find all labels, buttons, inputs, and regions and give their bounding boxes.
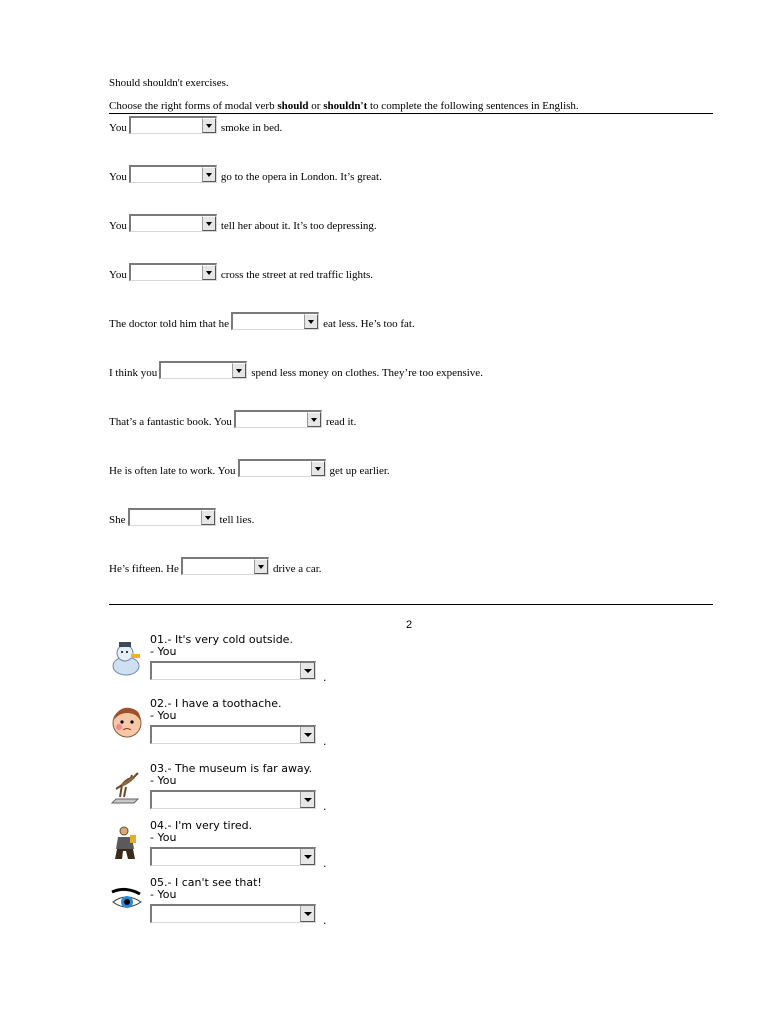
snowman-icon xyxy=(110,640,144,676)
sentence-after: drive a car. xyxy=(272,563,322,575)
sentence-after: eat less. He’s too fat. xyxy=(323,318,415,330)
answer-select[interactable] xyxy=(150,790,316,809)
chevron-down-icon[interactable] xyxy=(311,461,325,476)
sentence-after: go to the opera in London. It’s great. xyxy=(220,171,382,183)
answer-select[interactable] xyxy=(181,557,269,575)
question-you: - You xyxy=(150,709,177,722)
sentence-before: I think you xyxy=(109,367,158,379)
question-prompt: 05.- I can't see that! xyxy=(150,876,262,889)
sentence-after: tell lies. xyxy=(219,514,255,526)
sentence-row xyxy=(109,508,254,526)
answer-select[interactable] xyxy=(159,361,247,379)
sentence-before: That’s a fantastic book. You xyxy=(109,416,232,428)
chevron-down-icon[interactable] xyxy=(254,559,268,574)
sentence-row xyxy=(109,361,483,379)
period: . xyxy=(323,857,327,870)
instructions xyxy=(109,100,579,112)
period: . xyxy=(323,914,327,927)
chevron-down-icon[interactable] xyxy=(300,663,315,679)
instruction-text: Choose the right forms of modal verb xyxy=(109,100,278,112)
answer-select[interactable] xyxy=(129,214,217,232)
sentence-after: smoke in bed. xyxy=(220,122,283,134)
question-prompt: 01.- It's very cold outside. xyxy=(150,633,293,646)
chevron-down-icon[interactable] xyxy=(300,849,315,865)
chevron-down-icon[interactable] xyxy=(201,510,215,525)
sentence-row xyxy=(109,165,382,183)
instruction-text: to complete the following sentences in English. xyxy=(367,100,579,112)
sentence-after: cross the street at red traffic lights. xyxy=(220,269,374,281)
sentence-before: You xyxy=(109,269,127,281)
question-you: - You xyxy=(150,774,177,787)
answer-select[interactable] xyxy=(238,459,326,477)
period: . xyxy=(323,735,327,748)
question-prompt: 03.- The museum is far away. xyxy=(150,762,313,775)
sentence-after: spend less money on clothes. They’re too expensive. xyxy=(251,367,483,379)
sentence-before: He’s fifteen. He xyxy=(109,563,179,575)
sentence-row xyxy=(109,459,390,477)
instruction-text: or xyxy=(308,100,324,112)
chevron-down-icon[interactable] xyxy=(202,265,216,280)
period: . xyxy=(323,671,327,684)
divider xyxy=(109,604,713,605)
question-prompt: 04.- I'm very tired. xyxy=(150,819,253,832)
answer-select[interactable] xyxy=(150,725,316,744)
chevron-down-icon[interactable] xyxy=(202,216,216,231)
answer-select[interactable] xyxy=(129,165,217,183)
page-title: Should shouldn't exercises. xyxy=(109,77,229,89)
question xyxy=(150,763,312,787)
tired-man-icon xyxy=(110,825,144,861)
question-you: - You xyxy=(150,645,177,658)
question-prompt: 02.- I have a toothache. xyxy=(150,697,282,710)
chevron-down-icon[interactable] xyxy=(232,363,246,378)
chevron-down-icon[interactable] xyxy=(304,314,318,329)
sentence-before: He is often late to work. You xyxy=(109,465,236,477)
sentence-after: read it. xyxy=(325,416,357,428)
sentence-before: She xyxy=(109,514,126,526)
chevron-down-icon[interactable] xyxy=(307,412,321,427)
answer-select[interactable] xyxy=(150,847,316,866)
divider xyxy=(109,113,713,114)
sentence-before: You xyxy=(109,220,127,232)
chevron-down-icon[interactable] xyxy=(202,167,216,182)
question xyxy=(150,698,282,722)
answer-select[interactable] xyxy=(129,116,217,134)
answer-select[interactable] xyxy=(150,661,316,680)
answer-select[interactable] xyxy=(129,263,217,281)
chevron-down-icon[interactable] xyxy=(300,727,315,743)
dinosaur-skeleton-icon xyxy=(110,769,144,805)
answer-select[interactable] xyxy=(128,508,216,526)
sentence-row xyxy=(109,214,377,232)
instruction-bold-shouldnt: shouldn't xyxy=(323,100,368,112)
sentence-before: The doctor told him that he xyxy=(109,318,230,330)
face-toothache-icon xyxy=(110,704,144,740)
instruction-bold-should: should xyxy=(277,100,309,112)
eye-icon xyxy=(110,884,144,920)
sentence-row xyxy=(109,410,356,428)
question xyxy=(150,877,262,901)
sentence-row xyxy=(109,116,282,134)
period: . xyxy=(323,800,327,813)
question xyxy=(150,820,252,844)
question-you: - You xyxy=(150,831,177,844)
sentence-before: You xyxy=(109,122,127,134)
answer-select[interactable] xyxy=(231,312,319,330)
sentence-row xyxy=(109,263,373,281)
sentence-row xyxy=(109,557,322,575)
sentence-row xyxy=(109,312,415,330)
chevron-down-icon[interactable] xyxy=(300,906,315,922)
answer-select[interactable] xyxy=(234,410,322,428)
sentence-after: tell her about it. It’s too depressing. xyxy=(220,220,377,232)
chevron-down-icon[interactable] xyxy=(300,792,315,808)
sentence-before: You xyxy=(109,171,127,183)
question xyxy=(150,634,293,658)
chevron-down-icon[interactable] xyxy=(202,118,216,133)
answer-select[interactable] xyxy=(150,904,316,923)
sentence-after: get up earlier. xyxy=(329,465,390,477)
page-number: 2 xyxy=(406,619,413,631)
question-you: - You xyxy=(150,888,177,901)
